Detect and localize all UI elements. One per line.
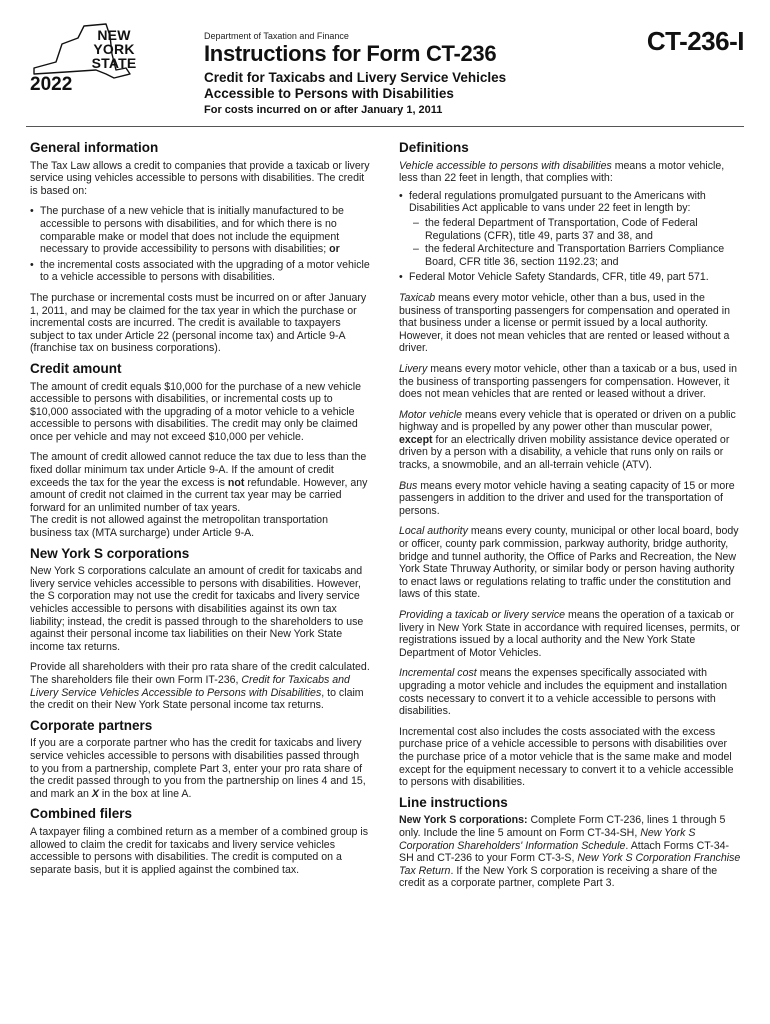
paragraph: New York S corporations: Complete Form CT-236, lines 1 through 5 only. Include the line 5 amount on Form CT-34-SH, New York S Corporation Shareholders' Information Schedule. Attach Forms CT-34-SH and CT-236 to your Form CT-3-S, New York S Corporation Franchise Tax Return. If the New York S corporation is receiving a share of the credit as a corporate partner, complete Part 3. [399,814,741,890]
list-item: • The purchase of a new vehicle that is initially manufactured to be accessible to persons with disabilities, and for which there is no comparable make or model that does not include the equipment necessary to provide accessibility to persons with disabilities; or [30,205,370,255]
corporate-partners-section [30,717,370,801]
section-heading: Definitions [399,140,469,155]
list-item: • federal regulations promulgated pursuant to the Americans with Disabilities Act applicable to vans under 22 feet in length by: – the federal Department of Transportation, Code of Federal Regulations (CFR), title 49, parts 37 and 38, and – the federal Architecture and Transportation Barriers Compliance Board, CFR title 36, section 1192.23; and [399,190,741,269]
definition-bus: Bus means every motor vehicle having a seating capacity of 15 or more passengers in addition to the driver and used for the transportation of persons. [399,479,735,517]
general-information-section [30,142,370,355]
paragraph: Provide all shareholders with their pro rata share of the credit calculated. The shareholders file their own Form IT-236, Credit for Taxicabs and Livery Service Vehicles Accessible to Persons with Disabilities, to claim the credit on their New York State personal income tax returns. [30,661,370,712]
section-heading: Credit amount [30,360,122,376]
section-heading: Combined filers [30,806,133,822]
nys-logo [26,22,196,98]
definition-taxicab: Taxicab means every motor vehicle, other than a bus, used in the business of transporting passengers for compensation and operated in that business under a license or permit issued by a local authority. However, it does not mean vehicles that are rented or leased without a driver. [399,291,730,355]
list-item: – the federal Architecture and Transportation Barriers Compliance Board, CFR title 36, section 1192.23; and [409,243,741,268]
paragraph: Incremental cost also includes the costs associated with the excess purchase price of a vehicle accessible to persons with disabilities over the purchase price of a motor vehicle that is the same make and model except for the equipment necessary to convert it to a vehicle accessible to persons with disabilities. [399,725,734,789]
definition-local-authority: Local authority means every county, municipal or other local board, body or officer, county park commission, parkway authority, bridge authority, bridge and tunnel authority, the Office of Parks and Recreation, the New York State Thruway Authority, or similar body or person having authority to enact laws or regulations relating to traffic under the constitution and laws of this state. [399,525,739,601]
definition-providing-service: Providing a taxicab or livery service means the operation of a taxicab or livery in New York State in accordance with required licenses, permits, or registrations issued by a local authority and the New York State Department of Motor Vehicles. [399,609,740,659]
section-heading: Line instructions [399,794,508,810]
s-corporations-section [30,545,370,712]
form-code: CT-236-I [646,26,744,56]
section-heading: Corporate partners [30,717,153,733]
form-header [0,0,770,150]
paragraph: The credit is not allowed against the metropolitan transportation business tax (MTA surcharge) under Article 9-A. [30,514,328,540]
definition-motor-vehicle: Motor vehicle means every vehicle that is operated or driven on a public highway and is propelled by any power other than muscular power, except for an electrically driven mobility assistance device operated or driven by a person with a disability, a vehicle that runs only on rails or tracks, a snowmobile, and an all-terrain vehicle (ATV). [399,408,736,472]
section-heading: General information [30,140,159,155]
bullet-list [30,205,370,284]
paragraph: The Tax Law allows a credit to companies that provide a taxicab or livery service using vehicles accessible to persons with disabilities. The credit is based on: [30,159,370,197]
definition-vehicle: Vehicle accessible to persons with disabilities means a motor vehicle, less than 22 feet in length, that complies with: [399,159,725,185]
definition-livery: Livery means every motor vehicle, other than a taxicab or a bus, used in the business of transporting passengers for compensation. However, it does not mean vehicles that are rented or leased without a driver. [399,362,738,401]
paragraph: If you are a corporate partner who has the credit for taxicabs and livery service vehicles accessible to persons with disabilities passed through to you from a partnership, complete Part 3, enter your pro rata share of the credit passed through to you from the partnership on lines 4 and 15, and mark an X in the box at line A. [30,737,366,800]
credit-amount-section [30,360,370,540]
definition-incremental-cost: Incremental cost means the expenses specifically associated with upgrading a motor vehicle and includes the equipment and installation costs necessary to convert it to a vehicle accessible to persons with disabilities. [399,667,728,718]
page-subtitle: Credit for Taxicabs and Livery Service Vehicles Accessible to Persons with Disabilities [204,70,507,101]
paragraph: The purchase or incremental costs must be incurred on or after January 1, 2011, and may be claimed for the tax year in which the purchase or incremental costs are incurred. The credit is available to taxpayers subject to tax under Article 22 (personal income tax) and Article 9-A (franchise tax on business corporations). [30,291,367,355]
list-item: • the incremental costs associated with the upgrading of a motor vehicle to a vehicle accessible to persons with disabilities. [30,259,370,284]
department-name: Department of Taxation and Finance [204,31,349,41]
header-divider [26,126,744,127]
costs-note: For costs incurred on or after January 1, 2011 [204,104,443,116]
line-instructions-section [399,794,741,890]
dash-list [409,217,741,268]
list-item: • Federal Motor Vehicle Safety Standards, CFR, title 49, part 571. [399,271,741,284]
left-column [30,142,370,884]
bullet-list [399,190,741,284]
combined-filers-section [30,808,370,876]
paragraph: A taxpayer filing a combined return as a member of a combined group is allowed to claim the credit for taxicabs and livery service vehicles accessible to persons with disabilities. The credit is computed on a separate basis, but it is applied against the combined tax. [30,825,369,876]
logo-text: NEW YORK STATE [91,27,137,71]
definitions-section [399,142,741,789]
section-heading: New York S corporations [30,545,190,561]
form-year: 2022 [30,74,73,95]
paragraph: The amount of credit equals $10,000 for the purchase of a new vehicle accessible to persons with disabilities, or incremental costs up to $10,000 associated with the upgrading of a motor vehicle to a vehicle accessible to persons with disabilities. The credit may only be claimed once per vehicle and may not exceed $10,000 per vehicle. [30,380,361,443]
list-item: – the federal Department of Transportation, Code of Federal Regulations (CFR), title 49, parts 37 and 38, and [409,217,741,242]
page-title: Instructions for Form CT-236 [204,41,497,66]
paragraph: New York S corporations calculate an amount of credit for taxicabs and livery service vehicles accessible to persons with disabilities. However, the S corporation may not use the credit for taxicabs and livery service vehicles accessible to persons with disabilities against its own tax liability; instead, the credit is passed through to the shareholders to use against their personal income tax liabilities on their New York State income tax returns. [30,565,364,653]
right-column [399,142,741,898]
paragraph: The amount of credit allowed cannot reduce the tax due to less than the fixed dollar minimum tax under Article 9-A. If the amount of credit exceeds the tax for the year the excess is not refundable. However, any amount of credit not claimed in the current tax year may be carried forward for an unlimited number of tax years. [30,451,368,514]
